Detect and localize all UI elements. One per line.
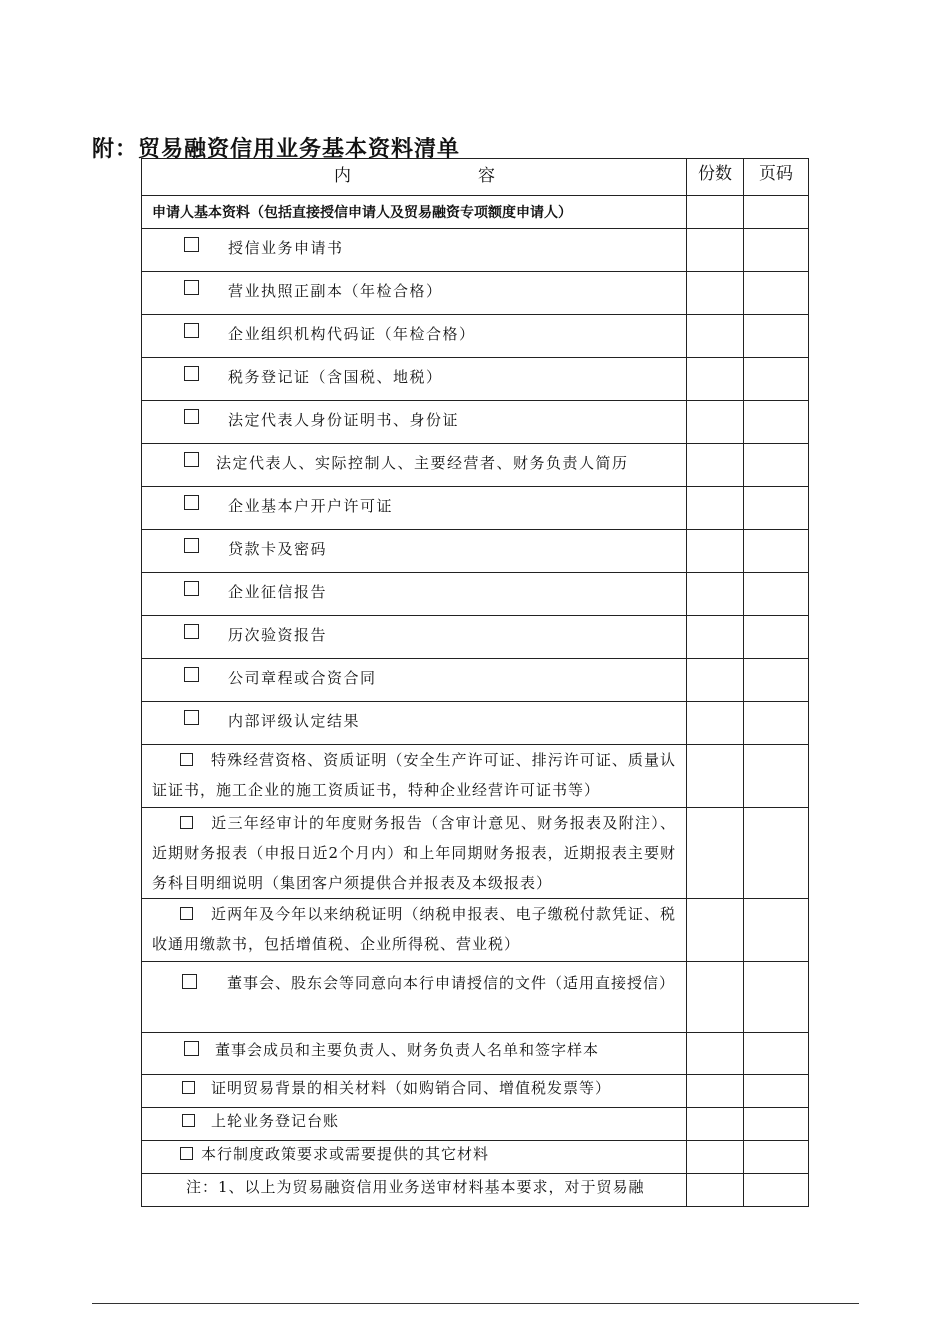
page-title: 附：贸易融资信用业务基本资料清单 — [92, 136, 461, 162]
page-cell[interactable] — [744, 1108, 809, 1141]
copies-cell[interactable] — [687, 962, 744, 1033]
header-content-left: 内 — [334, 166, 351, 186]
page-cell[interactable] — [744, 1075, 809, 1108]
copies-cell[interactable] — [687, 1141, 744, 1174]
section-title: 申请人基本资料（包括直接授信申请人及贸易融资专项额度申请人） — [142, 196, 687, 229]
table-row — [142, 315, 809, 358]
table-row — [142, 1075, 809, 1108]
item-label: 上轮业务登记台账 — [211, 1112, 340, 1130]
table-row — [142, 745, 809, 808]
header-content — [142, 159, 687, 196]
table-row — [142, 659, 809, 702]
note-row — [142, 1174, 809, 1207]
copies-cell[interactable] — [687, 1033, 744, 1075]
copies-cell[interactable] — [687, 808, 744, 899]
checkbox[interactable] — [182, 1114, 195, 1127]
table-row — [142, 1033, 809, 1075]
copies-cell[interactable] — [687, 444, 744, 487]
item-label: 税务登记证（含国税、地税） — [228, 368, 443, 386]
page-cell[interactable] — [744, 229, 809, 272]
materials-checklist-table — [141, 158, 809, 1207]
checkbox[interactable] — [184, 409, 199, 424]
item-label: 近三年经审计的年度财务报告（含审计意见、财务报表及附注）、近期财务报表（申报日近2个月内）和上年同期财务报表，近期报表主要财务科目明细说明（集团客户须提供合并报表及本级报表） — [152, 814, 676, 892]
copies-cell[interactable] — [687, 530, 744, 573]
checkbox[interactable] — [184, 323, 199, 338]
item-label: 董事会成员和主要负责人、财务负责人名单和签字样本 — [215, 1041, 600, 1059]
table-row — [142, 702, 809, 745]
page-cell[interactable] — [744, 573, 809, 616]
item-label: 特殊经营资格、资质证明（安全生产许可证、排污许可证、质量认证证书，施工企业的施工资质证书，特种企业经营许可证书等） — [152, 751, 676, 799]
header-page: 页码 — [744, 159, 809, 196]
item-label: 贷款卡及密码 — [228, 540, 328, 558]
item-label: 企业征信报告 — [228, 583, 328, 601]
page-cell[interactable] — [744, 1141, 809, 1174]
copies-cell[interactable] — [687, 487, 744, 530]
footer-divider — [92, 1303, 859, 1304]
table-row — [142, 229, 809, 272]
copies-cell[interactable] — [687, 573, 744, 616]
page-cell[interactable] — [744, 962, 809, 1033]
checkbox[interactable] — [184, 495, 199, 510]
page-cell[interactable] — [744, 616, 809, 659]
item-label: 证明贸易背景的相关材料（如购销合同、增值税发票等） — [211, 1079, 612, 1097]
page-cell[interactable] — [744, 530, 809, 573]
page-cell[interactable] — [744, 272, 809, 315]
copies-cell[interactable] — [687, 1174, 744, 1207]
copies-cell[interactable] — [687, 196, 744, 229]
item-label: 内部评级认定结果 — [228, 712, 361, 730]
copies-cell[interactable] — [687, 315, 744, 358]
section-row — [142, 196, 809, 229]
page-cell[interactable] — [744, 1174, 809, 1207]
page-cell[interactable] — [744, 745, 809, 808]
header-content-right: 容 — [478, 166, 495, 186]
copies-cell[interactable] — [687, 702, 744, 745]
page-cell[interactable] — [744, 196, 809, 229]
table-row — [142, 401, 809, 444]
copies-cell[interactable] — [687, 899, 744, 962]
item-label: 企业组织机构代码证（年检合格） — [228, 325, 476, 343]
checkbox[interactable] — [184, 366, 199, 381]
checkbox[interactable] — [184, 452, 199, 467]
checkbox[interactable] — [184, 280, 199, 295]
item-label: 近两年及今年以来纳税证明（纳税申报表、电子缴税付款凭证、税收通用缴款书，包括增值税、企业所得税、营业税） — [152, 905, 676, 953]
copies-cell[interactable] — [687, 272, 744, 315]
table-row — [142, 1108, 809, 1141]
item-label: 法定代表人身份证明书、身份证 — [228, 411, 460, 429]
item-label: 法定代表人、实际控制人、主要经营者、财务负责人简历 — [216, 454, 629, 472]
table-row — [142, 530, 809, 573]
table-row — [142, 272, 809, 315]
checkbox[interactable] — [184, 237, 199, 252]
page-cell[interactable] — [744, 401, 809, 444]
table-row — [142, 1141, 809, 1174]
page-cell[interactable] — [744, 487, 809, 530]
table-row — [142, 899, 809, 962]
page-cell[interactable] — [744, 315, 809, 358]
checkbox[interactable] — [180, 1147, 193, 1160]
checkbox[interactable] — [184, 624, 199, 639]
page-cell[interactable] — [744, 702, 809, 745]
item-label: 营业执照正副本（年检合格） — [228, 282, 443, 300]
checkbox[interactable] — [180, 907, 193, 920]
checkbox[interactable] — [184, 667, 199, 682]
page-cell[interactable] — [744, 659, 809, 702]
copies-cell[interactable] — [687, 358, 744, 401]
copies-cell[interactable] — [687, 659, 744, 702]
table-row — [142, 962, 809, 1033]
checkbox[interactable] — [180, 816, 193, 829]
page-cell[interactable] — [744, 808, 809, 899]
item-label: 企业基本户开户许可证 — [228, 497, 394, 515]
table-row — [142, 616, 809, 659]
copies-cell[interactable] — [687, 229, 744, 272]
checkbox[interactable] — [180, 753, 193, 766]
checkbox[interactable] — [184, 538, 199, 553]
page-cell[interactable] — [744, 1033, 809, 1075]
item-label: 授信业务申请书 — [228, 239, 344, 257]
item-label: 公司章程或合资合同 — [228, 669, 377, 687]
copies-cell[interactable] — [687, 616, 744, 659]
table-row — [142, 444, 809, 487]
checkbox[interactable] — [184, 710, 199, 725]
table-row — [142, 358, 809, 401]
copies-cell[interactable] — [687, 1075, 744, 1108]
note-text: 注：1、以上为贸易融资信用业务送审材料基本要求，对于贸易融 — [186, 1178, 645, 1196]
table-row — [142, 808, 809, 899]
checkbox[interactable] — [182, 1081, 195, 1094]
copies-cell[interactable] — [687, 745, 744, 808]
item-label: 本行制度政策要求或需要提供的其它材料 — [201, 1145, 490, 1163]
table-header-row — [142, 159, 809, 196]
table-row — [142, 487, 809, 530]
copies-cell[interactable] — [687, 1108, 744, 1141]
checkbox[interactable] — [184, 581, 199, 596]
page-cell[interactable] — [744, 899, 809, 962]
checkbox[interactable] — [184, 1041, 199, 1056]
page-cell[interactable] — [744, 444, 809, 487]
item-label: 历次验资报告 — [228, 626, 328, 644]
header-copies: 份数 — [687, 159, 744, 196]
table-row — [142, 573, 809, 616]
page-cell[interactable] — [744, 358, 809, 401]
item-label: 董事会、股东会等同意向本行申请授信的文件（适用直接授信） — [227, 974, 676, 992]
checkbox[interactable] — [182, 974, 197, 989]
copies-cell[interactable] — [687, 401, 744, 444]
